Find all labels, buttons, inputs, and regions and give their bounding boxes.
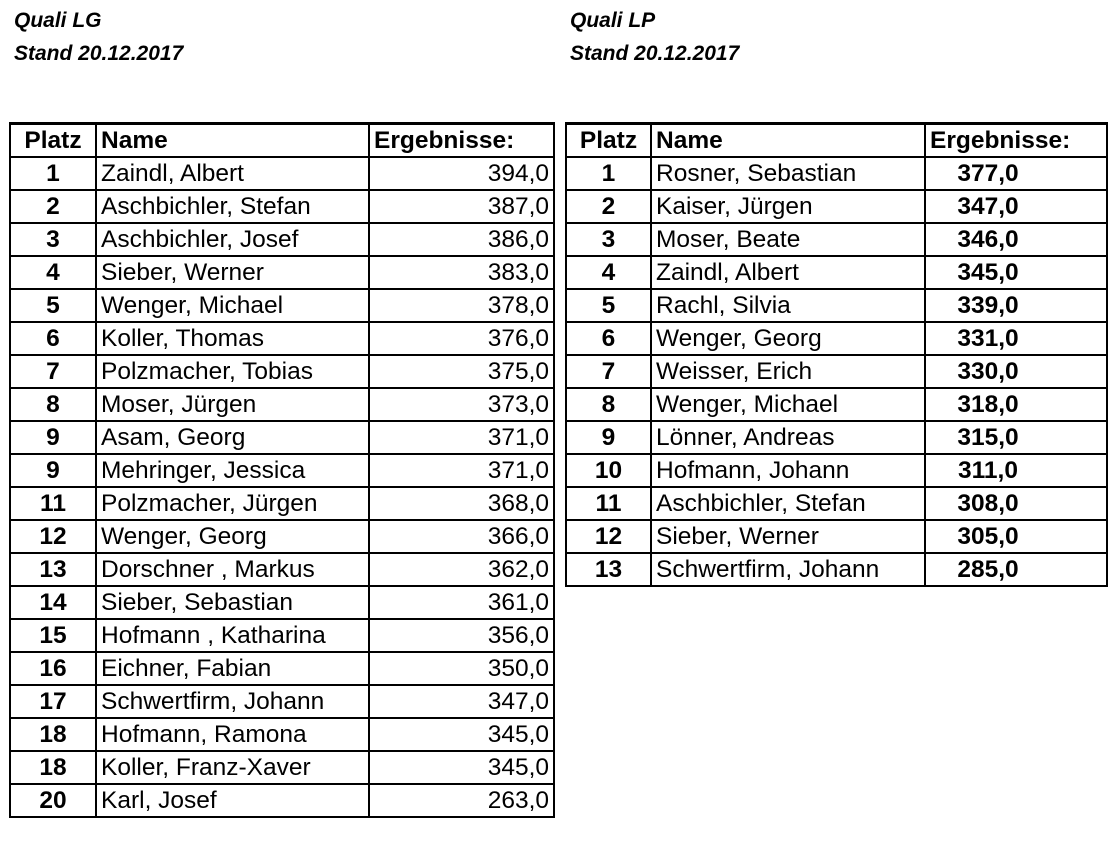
platz-cell: 6 (10, 322, 96, 355)
score-cell: 371,0 (369, 454, 554, 487)
score-cell: 345,0 (369, 718, 554, 751)
score-cell: 356,0 (369, 619, 554, 652)
platz-cell: 13 (566, 553, 651, 586)
score-cell: 383,0 (369, 256, 554, 289)
score-cell (925, 256, 1107, 289)
name-cell: Kaiser, Jürgen (651, 190, 925, 223)
lg-table-row (10, 685, 554, 718)
name-cell: Polzmacher, Tobias (96, 355, 369, 388)
lg-table-row (10, 289, 554, 322)
platz-cell: 6 (566, 322, 651, 355)
score-cell (925, 157, 1107, 190)
platz-cell: 13 (10, 553, 96, 586)
score-cell: 345,0 (369, 751, 554, 784)
platz-cell: 4 (10, 256, 96, 289)
lg-title: Quali LG (14, 9, 102, 32)
score-cell: 263,0 (369, 784, 554, 817)
name-cell: Hofmann , Katharina (96, 619, 369, 652)
lp-results-table (565, 122, 1108, 587)
platz-cell: 14 (10, 586, 96, 619)
score-value: 305,0 (957, 523, 1019, 550)
lg-header-name: Name (96, 124, 369, 158)
score-cell (925, 487, 1107, 520)
lg-table-row (10, 190, 554, 223)
name-cell: Schwertfirm, Johann (651, 553, 925, 586)
platz-cell: 8 (10, 388, 96, 421)
score-value: 308,0 (957, 490, 1019, 517)
score-value: 331,0 (957, 325, 1019, 352)
lg-heading (14, 4, 183, 70)
score-cell: 347,0 (369, 685, 554, 718)
lp-table-row (566, 223, 1107, 256)
name-cell: Sieber, Werner (651, 520, 925, 553)
score-cell (925, 388, 1107, 421)
lp-title: Quali LP (570, 9, 656, 32)
platz-cell: 2 (566, 190, 651, 223)
lg-table-row (10, 454, 554, 487)
lg-table-row (10, 157, 554, 190)
platz-cell: 16 (10, 652, 96, 685)
platz-cell: 15 (10, 619, 96, 652)
lg-table-row (10, 421, 554, 454)
platz-cell: 3 (566, 223, 651, 256)
score-cell: 366,0 (369, 520, 554, 553)
lp-table-row (566, 520, 1107, 553)
score-cell (925, 190, 1107, 223)
lp-header-row (566, 124, 1107, 158)
platz-cell: 7 (566, 355, 651, 388)
platz-cell: 12 (10, 520, 96, 553)
name-cell: Lönner, Andreas (651, 421, 925, 454)
lp-table-row (566, 322, 1107, 355)
name-cell: Wenger, Georg (96, 520, 369, 553)
platz-cell: 1 (566, 157, 651, 190)
score-value: 377,0 (957, 160, 1019, 187)
score-cell (925, 421, 1107, 454)
score-cell: 362,0 (369, 553, 554, 586)
score-cell: 376,0 (369, 322, 554, 355)
platz-cell: 11 (566, 487, 651, 520)
name-cell: Asam, Georg (96, 421, 369, 454)
name-cell: Dorschner , Markus (96, 553, 369, 586)
platz-cell: 9 (10, 421, 96, 454)
name-cell: Zaindl, Albert (96, 157, 369, 190)
lg-header-score: Ergebnisse: (369, 124, 554, 158)
score-cell: 361,0 (369, 586, 554, 619)
platz-cell: 10 (566, 454, 651, 487)
lp-table-row (566, 487, 1107, 520)
platz-cell: 9 (566, 421, 651, 454)
platz-cell: 1 (10, 157, 96, 190)
name-cell: Sieber, Werner (96, 256, 369, 289)
lg-table-row (10, 388, 554, 421)
score-cell: 350,0 (369, 652, 554, 685)
lp-table-row (566, 157, 1107, 190)
score-value: 285,0 (957, 556, 1019, 583)
platz-cell: 12 (566, 520, 651, 553)
lg-table-row (10, 718, 554, 751)
platz-cell: 11 (10, 487, 96, 520)
platz-cell: 7 (10, 355, 96, 388)
lg-header-platz: Platz (10, 124, 96, 158)
name-cell: Wenger, Georg (651, 322, 925, 355)
lg-table-row (10, 586, 554, 619)
score-value: 346,0 (957, 226, 1019, 253)
score-cell: 371,0 (369, 421, 554, 454)
score-cell: 386,0 (369, 223, 554, 256)
score-value: 339,0 (957, 292, 1019, 319)
lp-table-row (566, 256, 1107, 289)
name-cell: Polzmacher, Jürgen (96, 487, 369, 520)
score-value: 347,0 (957, 193, 1019, 220)
platz-cell: 4 (566, 256, 651, 289)
score-cell: 387,0 (369, 190, 554, 223)
name-cell: Aschbichler, Stefan (96, 190, 369, 223)
score-cell (925, 223, 1107, 256)
lg-table-row (10, 256, 554, 289)
name-cell: Hofmann, Ramona (96, 718, 369, 751)
name-cell: Aschbichler, Josef (96, 223, 369, 256)
score-cell: 375,0 (369, 355, 554, 388)
name-cell: Koller, Thomas (96, 322, 369, 355)
lp-date: Stand 20.12.2017 (570, 42, 740, 65)
name-cell: Rosner, Sebastian (651, 157, 925, 190)
score-cell (925, 520, 1107, 553)
name-cell: Sieber, Sebastian (96, 586, 369, 619)
lp-table-row (566, 190, 1107, 223)
lg-table-row (10, 553, 554, 586)
lg-table-row (10, 619, 554, 652)
platz-cell: 5 (566, 289, 651, 322)
lp-table-row (566, 553, 1107, 586)
name-cell: Karl, Josef (96, 784, 369, 817)
score-cell (925, 454, 1107, 487)
lg-table-row (10, 751, 554, 784)
score-cell (925, 553, 1107, 586)
score-value: 330,0 (957, 358, 1019, 385)
score-value: 315,0 (957, 424, 1019, 451)
score-cell: 368,0 (369, 487, 554, 520)
platz-cell: 2 (10, 190, 96, 223)
lg-table-row (10, 784, 554, 817)
score-cell (925, 322, 1107, 355)
name-cell: Mehringer, Jessica (96, 454, 369, 487)
platz-cell: 20 (10, 784, 96, 817)
name-cell: Rachl, Silvia (651, 289, 925, 322)
lp-table-row (566, 421, 1107, 454)
name-cell: Hofmann, Johann (651, 454, 925, 487)
name-cell: Wenger, Michael (96, 289, 369, 322)
lp-table-row (566, 355, 1107, 388)
score-value: 311,0 (958, 457, 1018, 484)
name-cell: Eichner, Fabian (96, 652, 369, 685)
name-cell: Schwertfirm, Johann (96, 685, 369, 718)
lp-table-row (566, 454, 1107, 487)
lg-table-row (10, 652, 554, 685)
score-cell (925, 289, 1107, 322)
lg-results-table (9, 122, 555, 818)
platz-cell: 3 (10, 223, 96, 256)
lp-header-name: Name (651, 124, 925, 158)
platz-cell: 9 (10, 454, 96, 487)
lp-table-row (566, 388, 1107, 421)
name-cell: Koller, Franz-Xaver (96, 751, 369, 784)
lp-header-score: Ergebnisse: (925, 124, 1107, 158)
lp-header-platz: Platz (566, 124, 651, 158)
lg-table-row (10, 520, 554, 553)
platz-cell: 18 (10, 718, 96, 751)
score-value: 318,0 (957, 391, 1019, 418)
lg-date: Stand 20.12.2017 (14, 42, 184, 65)
platz-cell: 18 (10, 751, 96, 784)
name-cell: Wenger, Michael (651, 388, 925, 421)
score-cell: 373,0 (369, 388, 554, 421)
platz-cell: 8 (566, 388, 651, 421)
platz-cell: 5 (10, 289, 96, 322)
lp-table-row (566, 289, 1107, 322)
score-cell: 394,0 (369, 157, 554, 190)
lg-table-row (10, 487, 554, 520)
name-cell: Moser, Jürgen (96, 388, 369, 421)
score-cell: 378,0 (369, 289, 554, 322)
lg-table-row (10, 223, 554, 256)
platz-cell: 17 (10, 685, 96, 718)
lg-table-row (10, 355, 554, 388)
lg-header-row (10, 124, 554, 158)
name-cell: Zaindl, Albert (651, 256, 925, 289)
name-cell: Moser, Beate (651, 223, 925, 256)
lg-table-row (10, 322, 554, 355)
score-value: 345,0 (957, 259, 1019, 286)
name-cell: Aschbichler, Stefan (651, 487, 925, 520)
lp-heading (570, 4, 739, 70)
score-cell (925, 355, 1107, 388)
name-cell: Weisser, Erich (651, 355, 925, 388)
